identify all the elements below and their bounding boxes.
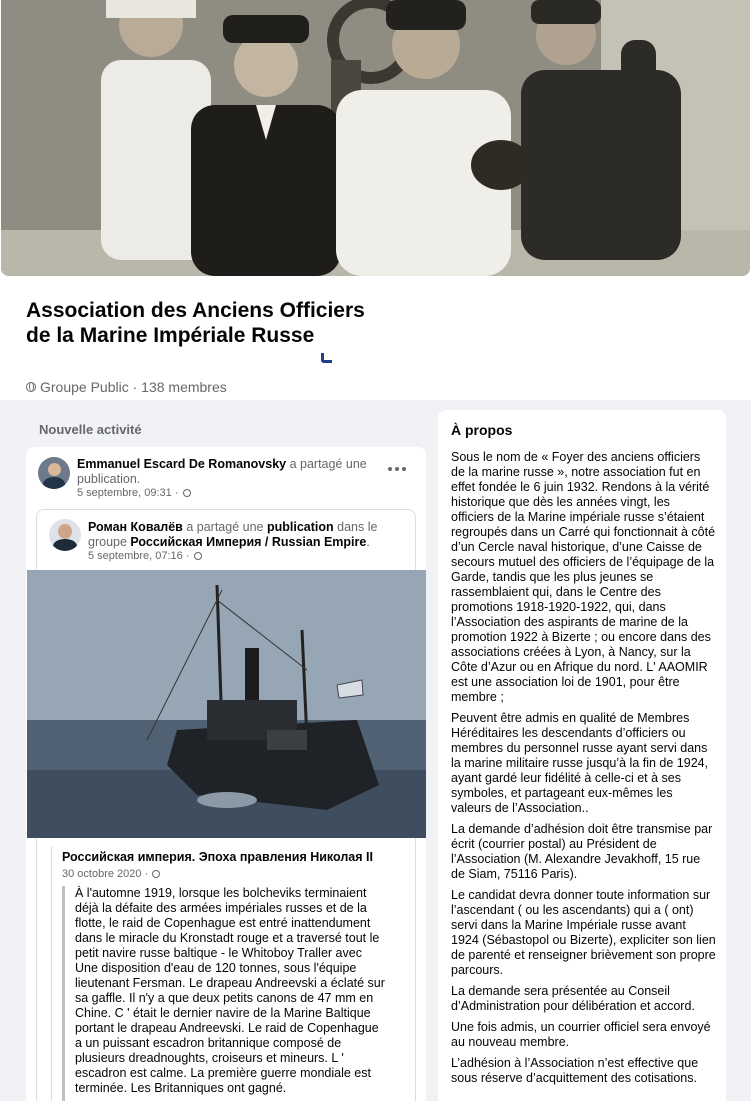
group-title[interactable]: Association des Anciens Officiers de la Marine Impériale Russe [26, 299, 365, 347]
group-meta-text[interactable]: Groupe Public · 138 membres [40, 379, 227, 395]
more-options-button[interactable] [386, 461, 408, 477]
linked-post-date [62, 868, 160, 880]
globe-icon [26, 382, 36, 392]
ship-photo-image [27, 570, 426, 838]
shared-end: . [366, 535, 370, 549]
post-action: a partagé une publication. [77, 457, 367, 486]
cover-photo[interactable] [1, 0, 750, 276]
post-photo[interactable] [27, 570, 426, 838]
shared-time-text[interactable]: 5 septembre, 07:16 · [88, 550, 190, 562]
publication-link[interactable]: publication [266, 520, 334, 534]
group-meta [26, 379, 227, 395]
shared-author-name[interactable]: Роман Ковалёв [88, 520, 183, 534]
linked-post [51, 846, 401, 1101]
post-timestamp [77, 487, 191, 499]
globe-icon [194, 552, 202, 560]
about-heading: À propos [451, 422, 513, 438]
post-header [77, 457, 377, 487]
shared-action-text-2: dans le groupe [88, 520, 378, 549]
dot-icon [402, 467, 406, 471]
post-author-name[interactable]: Emmanuel Escard De Romanovsky [77, 457, 287, 471]
shared-post-header [88, 520, 408, 550]
cover-photo-image [1, 0, 750, 276]
shared-timestamp [88, 550, 202, 562]
about-card [438, 410, 726, 1101]
post-card [26, 447, 426, 1101]
about-paragraph: La demande sera présentée au Conseil d’Administration pour délibération et accord. [451, 984, 695, 1013]
about-paragraph: Peuvent être admis en qualité de Membres Héréditaires les descendants d’officiers ou membres du personnel russe ayant servi dans la marine militaire russe jusqu’à la fin de 1924, ayant gardé leur fidélité à celle-ci et à ses symboles, et partageant eux-mêmes les valeurs de l’Association.. [451, 711, 709, 815]
shared-action-text: a partagé une [182, 520, 267, 534]
about-paragraph: Une fois admis, un courrier officiel sera envoyé au nouveau membre. [451, 1020, 711, 1049]
about-paragraph: Le candidat devra donner toute information sur l’ascendant ( ou les ascendants) qui a ( ont) servi dans la Marine Impériale russe avant 1924 (Sébastopol ou Bizerte), expliciter son lien de parenté et renseigner brièvement son propre parcours. [451, 888, 716, 977]
globe-icon [183, 489, 191, 497]
cursor-icon [321, 353, 332, 363]
section-label-new-activity: Nouvelle activité [39, 422, 142, 437]
globe-icon [152, 870, 160, 878]
linked-post-title[interactable]: Российская империя. Эпоха правления Николая II [62, 850, 373, 864]
linked-post-body: À l'automne 1919, lorsque les bolcheviks terminaient déjà la défaite des armées impériales russes et de la flotte, le raid de Copenhague est entré inattendument dans le miracle du Kronstadt rouge et a traversé tout le petit navire russe baltique - le Whitoboy Traller avec Une disposition d'eau de 120 tonnes, sous l'équipe lieutenant Fersman. Le drapeau Andreevski a éclaté sur sa gaffle. Il n'y a que deux petits canons de 47 mm en Chine. C ' était le dernier navire de la Marine Baltique portant le drapeau Andreevski. Le raid de Copenhague a un puissant escadron britannique composé de plusieurs dreadnoughts, croiseurs et mineurs. L ' escadron est calme. La première guerre mondiale est terminée. Les Britanniques ont gagné. [62, 886, 387, 1101]
shared-post [36, 509, 416, 1101]
group-header [0, 0, 751, 400]
avatar[interactable] [38, 457, 70, 489]
about-paragraph: La demande d’adhésion doit être transmise par écrit (courrier postal) au Président de l’Association (M. Alexandre Jevakhoff, 15 rue de Siam, 75116 Paris). [451, 822, 713, 881]
avatar[interactable] [49, 519, 81, 551]
linked-date-text[interactable]: 30 octobre 2020 · [62, 868, 149, 880]
group-link[interactable]: Российская Империя / Russian Empire [130, 535, 367, 549]
dot-icon [388, 467, 392, 471]
post-time-text[interactable]: 5 septembre, 09:31 · [77, 487, 179, 499]
about-text [451, 450, 716, 1092]
dot-icon [395, 467, 399, 471]
about-paragraph: L’adhésion à l’Association n’est effective que sous réserve d’acquittement des cotisations. [451, 1056, 699, 1085]
about-paragraph: Sous le nom de « Foyer des anciens officiers de la marine russe », notre association fut en effet fondée le 6 juin 1932. Rendons à la vérité historique que dès les années vingt, les officiers de la Marine impériale russe s’étaient regroupés dans un Carré qui fonctionnait à côté d’un Cercle naval historique, d’une Caisse de secours mutuel des officiers de l’équipage de la Garde, tandis que les plus jeunes se rassemblaient qui, dans le Centre des promotions 1918-1920-1922, qui, dans l’Association des aspirants de marine de la promotion 1922 à Bizerte ; ou encore dans des associations créées à Lyon, à Nancy, sur la Côte d’Azur ou en Afrique du nord. L' AAOMIR est une association loi de 1901, pour être membre ; [451, 450, 716, 704]
